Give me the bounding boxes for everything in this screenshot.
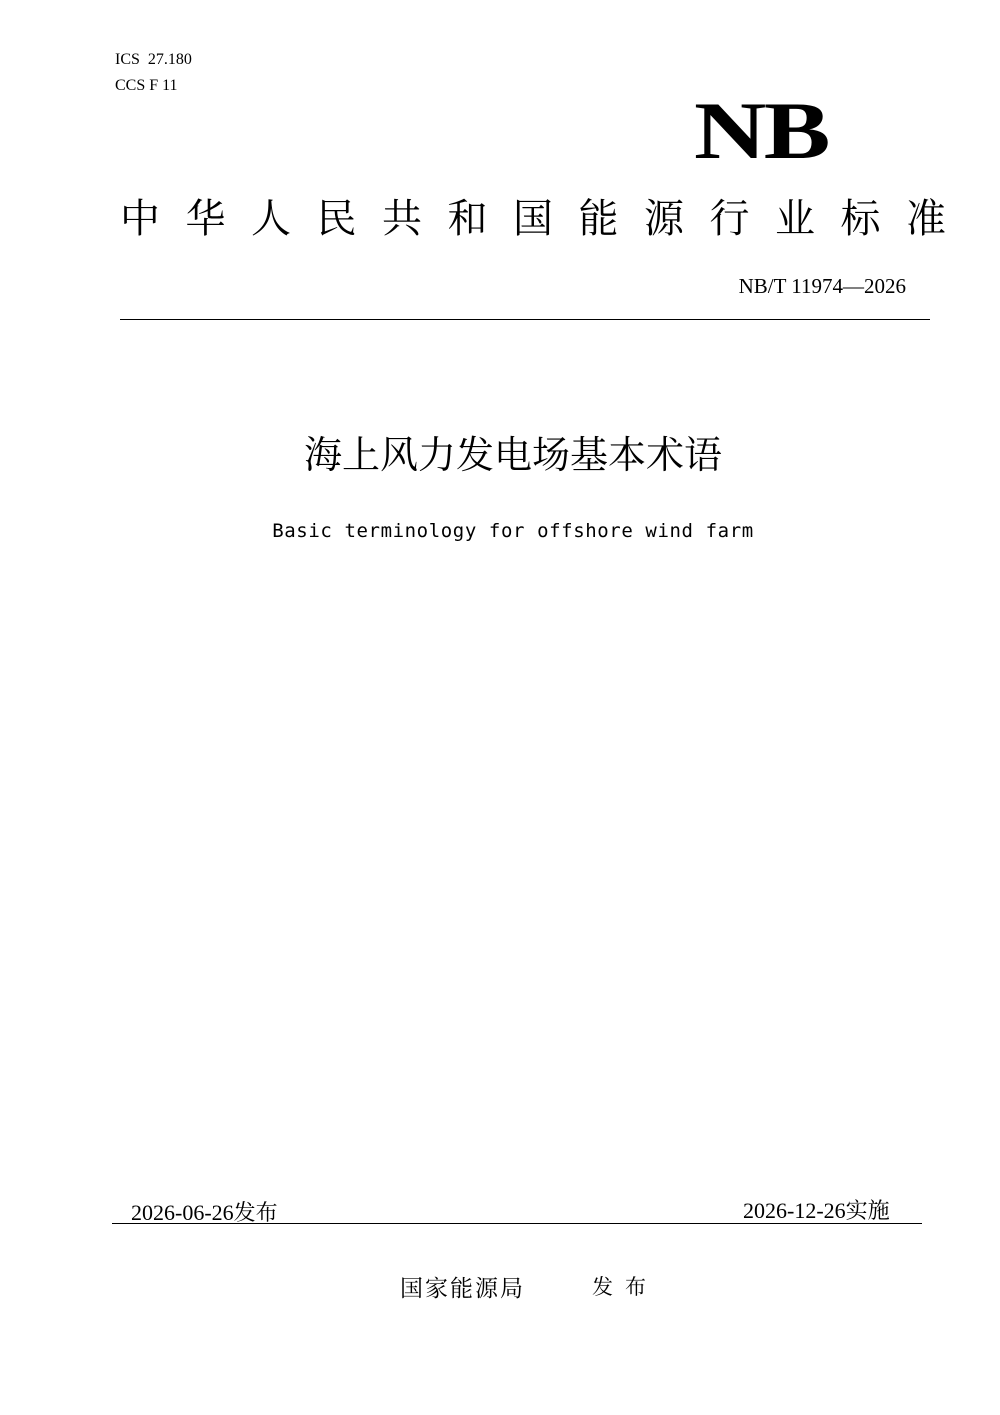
ccs-code: CCS F 11 — [115, 77, 178, 94]
document-title-english: Basic terminology for offshore wind farm — [272, 520, 754, 542]
implement-date: 2026-12-26实施 — [743, 1198, 890, 1223]
standard-category-title: 中华人民共和国能源行业标准 — [120, 196, 972, 242]
ics-code: ICS 27.180 — [115, 51, 192, 68]
issuing-action: 发布 — [592, 1275, 658, 1299]
document-title-chinese: 海上风力发电场基本术语 — [303, 433, 722, 477]
publish-date: 2026-06-26发布 — [131, 1200, 278, 1225]
issuing-authority: 国家能源局 — [400, 1276, 525, 1302]
header-divider — [120, 319, 930, 320]
standard-number: NB/T 11974—2026 — [738, 274, 906, 298]
footer-divider — [112, 1223, 922, 1224]
nb-logo: NB — [694, 85, 829, 176]
